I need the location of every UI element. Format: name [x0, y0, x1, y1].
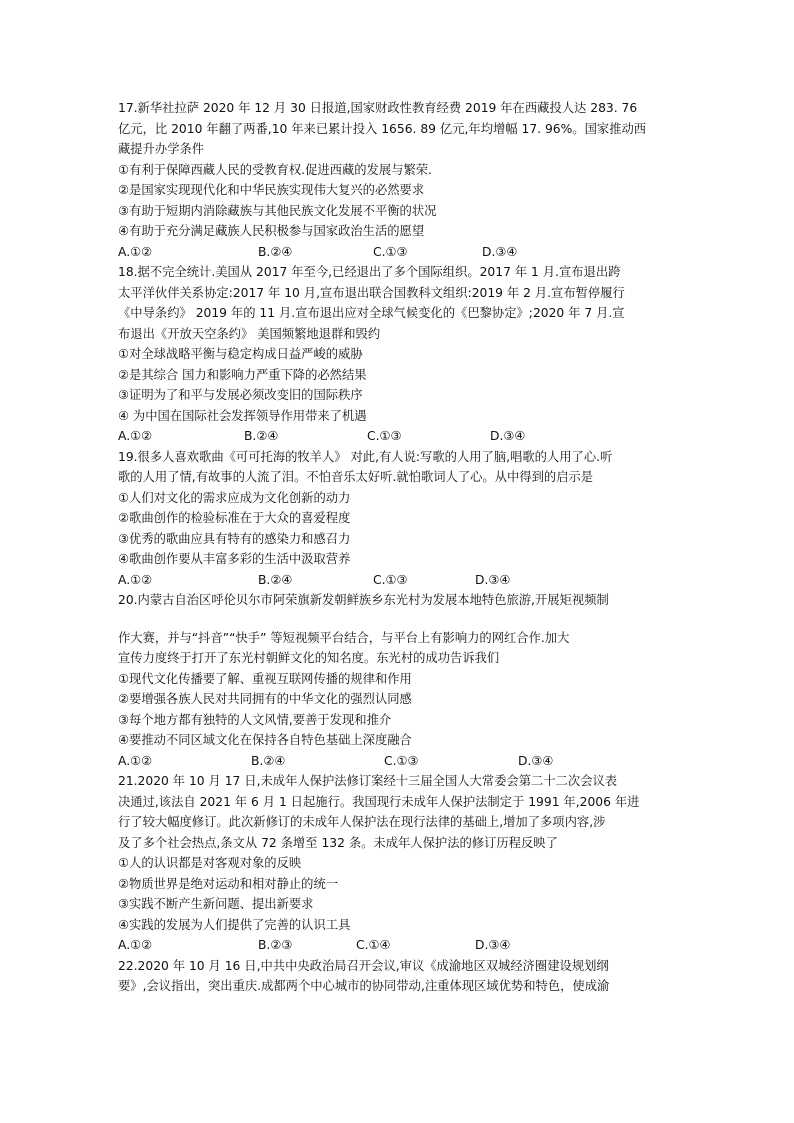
question-19-statement-1: ①人们对文化的需求应成为文化创新的动力 — [118, 490, 351, 505]
question-19-option-b[interactable]: B.②④ — [258, 572, 293, 587]
question-18-statement-2: ②是其综合 国力和影响力严重下降的必然结果 — [118, 367, 367, 382]
question-22-stem-line-2: 要》,会议指出，突出重庆.成都两个中心城市的协同带动,注重体现区域优势和特色，使成渝 — [118, 979, 610, 993]
question-17-option-d[interactable]: D.③④ — [482, 244, 518, 259]
question-20-stem-line-1: 20.内蒙古自治区呼伦贝尔市阿荣旗新发朝鲜族乡东光村为发展本地特色旅游,开展矩视频制 — [118, 593, 609, 607]
question-18-statement-3: ③证明为了和平与发展必须改变旧的国际秩序 — [118, 388, 363, 402]
question-18-option-c[interactable]: C.①③ — [367, 429, 402, 443]
question-17-statement-4: ④有助于充分满足藏族人民积极参与国家政治生活的愿望 — [118, 224, 425, 238]
question-20-statement-3: ③每个地方都有独特的人文风情,要善于发现和推介 — [118, 712, 392, 727]
question-21-option-b[interactable]: B.②③ — [258, 938, 293, 952]
question-17 — [118, 98, 678, 262]
question-20-option-c[interactable]: C.①③ — [384, 753, 419, 768]
question-21-stem-line-2: 决通过,该法自 2021 年 6 月 1 日起施行。我国现行未成年人保护法制定于 1991 年,2006 年进 — [118, 794, 640, 809]
question-21-option-a[interactable]: A.①② — [118, 938, 153, 952]
question-18-statement-1: ①对全球战略平衡与稳定构成日益严峻的威胁 — [118, 347, 363, 361]
question-17-stem-line-3: 藏提升办学条件 — [118, 142, 205, 156]
exam-page — [118, 98, 678, 997]
question-21-statement-2: ②物质世界是绝对运动和相对静止的统一 — [118, 876, 339, 891]
question-18 — [118, 262, 678, 447]
question-22 — [118, 956, 678, 997]
question-18-stem-line-3: 《中导条约》 2019 年的 11 月.宣布退出应对全球气候变化的《巴黎协定》;2020 年 7 月.宣 — [118, 306, 625, 320]
question-20-statement-4: ④要推动不同区域文化在保持各自特色基础上深度融合 — [118, 733, 412, 747]
question-17-statement-3: ③有助于短期内消除藏族与其他民族文化发展不平衡的状况 — [118, 203, 437, 218]
paragraph-gap — [118, 611, 678, 628]
question-19-statement-3: ③优秀的歌曲应具有特有的感染力和感召力 — [118, 531, 351, 546]
question-20-option-d[interactable]: D.③④ — [518, 753, 554, 768]
question-21-statement-1: ①人的认识都是对客观对象的反映 — [118, 856, 302, 870]
question-19-option-a[interactable]: A.①② — [118, 572, 153, 587]
question-18-option-b[interactable]: B.②④ — [244, 429, 279, 443]
question-19-option-d[interactable]: D.③④ — [475, 572, 511, 587]
question-20-options — [118, 751, 678, 772]
question-20-option-a[interactable]: A.①② — [118, 753, 153, 768]
question-20-statement-1: ①现代文化传播要了解、重视互联网传播的规律和作用 — [118, 671, 412, 686]
question-20-stem-line-2: 作大赛，并与“抖音”“快手” 等短视频平台结合，与平台上有影响力的网红合作.加大 — [118, 630, 570, 645]
question-17-option-b[interactable]: B.②④ — [258, 244, 293, 259]
question-17-options — [118, 242, 678, 263]
question-18-option-d[interactable]: D.③④ — [490, 429, 526, 443]
question-20-statement-2: ②要增强各族人民对共同拥有的中华文化的强烈认同感 — [118, 692, 412, 706]
question-21 — [118, 771, 678, 956]
question-17-stem-line-1: 17.新华社拉萨 2020 年 12 月 30 日报道,国家财政性教育经费 2019 年在西藏投人达 283. 76 — [118, 101, 638, 115]
question-21-option-c[interactable]: C.①④ — [356, 938, 391, 952]
question-21-statement-4: ④实践的发展为人们提供了完善的认识工具 — [118, 917, 351, 932]
question-17-option-c[interactable]: C.①③ — [373, 244, 408, 259]
question-21-stem-line-3: 行了较大幅度修订。此次新修订的未成年人保护法在现行法律的基础上,增加了多项内容,涉 — [118, 815, 606, 829]
question-17-statement-2: ②是国家实现现代化和中华民族实现伟大复兴的必然要求 — [118, 183, 425, 197]
question-18-option-a[interactable]: A.①② — [118, 429, 153, 443]
question-19-statement-2: ②歌曲创作的检验标准在于大众的喜爱程度 — [118, 511, 351, 525]
question-18-stem-line-2: 太平洋伙伴关系协定:2017 年 10 月,宣布退出联合国教科文组织:2019 年 2 月.宣布暂停履行 — [118, 285, 625, 300]
question-18-statement-4: ④ 为中国在国际社会发挥领导作用带来了机遇 — [118, 408, 367, 423]
question-18-stem-line-4: 布退出《开放天空条约》 美国频繁地退群和毁约 — [118, 326, 381, 341]
question-21-stem-line-1: 21.2020 年 10 月 17 日,未成年人保护法修订案经十三届全国人大常委会第二十二次会议表 — [118, 774, 618, 788]
question-17-option-a[interactable]: A.①② — [118, 244, 153, 259]
question-19-options — [118, 570, 678, 591]
question-17-statement-1: ①有利于保障西藏人民的受教育权.促进西藏的发展与繁荣. — [118, 162, 432, 177]
question-19 — [118, 447, 678, 591]
question-21-statement-3: ③实践不断产生新问题、提出新要求 — [118, 897, 314, 911]
question-19-option-c[interactable]: C.①③ — [373, 572, 408, 587]
question-21-stem-line-4: 及了多个社会热点,条文从 72 条增至 132 条。未成年人保护法的修订历程反映了 — [118, 835, 558, 850]
question-18-stem-line-1: 18.据不完全统计.美国从 2017 年至今,已经退出了多个国际组织。2017 年 1 月.宣布退出跨 — [118, 265, 621, 279]
question-21-options — [118, 935, 678, 956]
question-22-stem-line-1: 22.2020 年 10 月 16 日,中共中央政治局召开会议,审议《成渝地区双城经济圈建设规划纲 — [118, 958, 609, 973]
question-17-stem-line-2: 亿元，比 2010 年翻了两番,10 年来已累计投入 1656. 89 亿元,年均增幅 17. 96%。国家推动西 — [118, 121, 647, 136]
question-21-option-d[interactable]: D.③④ — [475, 938, 511, 952]
question-18-options — [118, 426, 678, 447]
question-20 — [118, 590, 678, 771]
question-19-stem-line-1: 19.很多人喜欢歌曲《可可托海的牧羊人》 对此,有人说:写歌的人用了脑,唱歌的人用了心.听 — [118, 449, 613, 464]
question-20-stem-line-3: 宣传力度终于打开了东光村朝鲜文化的知名度。东光村的成功告诉我们 — [118, 651, 500, 665]
question-20-option-b[interactable]: B.②④ — [251, 753, 286, 768]
question-19-stem-line-2: 歌的人用了情,有故事的人流了泪。不怕音乐太好听.就怕歌词人了心。从中得到的启示是 — [118, 470, 594, 484]
question-19-statement-4: ④歌曲创作要从丰富多彩的生活中汲取营养 — [118, 552, 351, 566]
